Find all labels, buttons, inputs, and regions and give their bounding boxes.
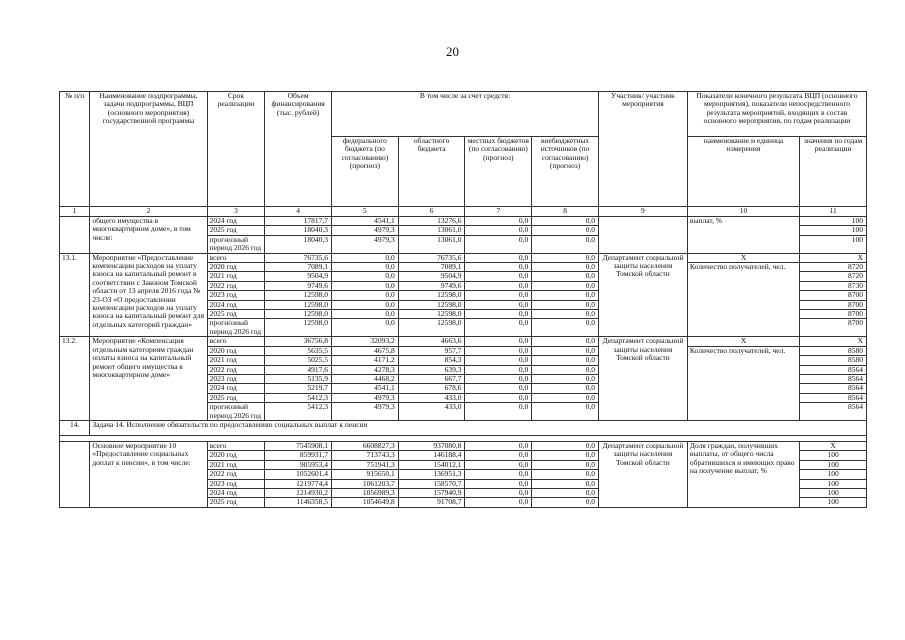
block0-federal	[332, 217, 399, 254]
column-number-row	[60, 207, 867, 217]
value-cell: 2024 год	[208, 488, 265, 497]
value-cell: 0,0	[465, 281, 531, 290]
column-number: 7	[465, 207, 532, 217]
value-cell: Х	[857, 252, 863, 262]
value-cell: 158570,7	[399, 479, 465, 488]
value-cell: 0,0	[532, 226, 598, 235]
value-cell: 0,0	[585, 216, 595, 225]
value-cell: 8564	[800, 403, 866, 412]
value-cell: 0,0	[332, 281, 398, 290]
block3-indicator-name: Доля граждан, получивших выплаты, от общего числа обратившихся и имеющих право на получение выплат, %	[687, 441, 799, 507]
header-name: Наименование подпрограммы, задачи подпрограммы, ВЦП (основного мероприятия) государственной программы	[90, 92, 207, 207]
value-cell: 7545908,1	[296, 440, 328, 450]
value-cell: 9504,9	[265, 272, 331, 281]
block3-participant: Департамент социальной защиты населения Томской области	[598, 441, 687, 507]
value-cell: всего	[209, 336, 227, 346]
value-cell: 5412,3	[265, 403, 331, 412]
task-num: 14.	[60, 420, 90, 435]
value-cell: 4675,8	[332, 346, 398, 355]
value-cell: Х	[830, 440, 836, 450]
block1-row	[60, 253, 867, 337]
value-cell: 0,0	[465, 451, 531, 460]
value-cell: 0,0	[532, 291, 598, 300]
value-cell: 2025 год	[208, 393, 265, 402]
value-cell: 8720	[800, 272, 866, 281]
value-cell: 2023 год	[208, 479, 265, 488]
value-cell: 157940,9	[399, 488, 465, 497]
value-cell: 12598,0	[265, 319, 331, 328]
value-cell: 0,0	[465, 235, 531, 244]
block0-total	[265, 217, 332, 254]
value-cell: 2020 год	[208, 346, 265, 355]
value-cell: 12598,0	[399, 300, 465, 309]
value-cell: 2020 год	[208, 451, 265, 460]
value-cell: 2024 год	[208, 300, 265, 309]
value-cell: 0,0	[465, 403, 531, 412]
value-cell: 8720	[800, 263, 866, 272]
block0-extra	[532, 217, 599, 254]
column-number: 11	[800, 207, 867, 217]
value-cell: 0,0	[332, 272, 398, 281]
value-cell: 2025 год	[208, 226, 265, 235]
block1-periods	[207, 253, 265, 337]
block2-indicator-x: Х	[688, 337, 799, 346]
block3-extra	[532, 441, 599, 507]
value-cell: 6608827,3	[362, 440, 395, 450]
value-cell: всего	[209, 252, 227, 262]
value-cell: 0,0	[532, 479, 598, 488]
value-cell: 8700	[800, 310, 866, 319]
value-cell: 2022 год	[208, 281, 265, 290]
value-cell: 5135,9	[265, 374, 331, 383]
column-number: 5	[332, 207, 399, 217]
block0-indicator-values	[800, 217, 867, 254]
value-cell: 2022 год	[208, 365, 265, 374]
value-cell: 0,0	[465, 291, 531, 300]
value-cell: прогнозный период 2026 год	[208, 403, 265, 420]
value-cell: 100	[800, 488, 866, 497]
block2-extra	[532, 337, 599, 421]
value-cell: 76735,6	[437, 252, 462, 262]
value-cell: 2025 год	[208, 498, 265, 507]
block2-indicator	[687, 337, 799, 421]
value-cell: 0,0	[465, 498, 531, 507]
value-cell: 100	[800, 235, 866, 244]
block1-indicator-values	[800, 253, 867, 337]
value-cell: 0,0	[532, 498, 598, 507]
value-cell: 4468,2	[332, 374, 398, 383]
block1-indicator-name: Количество получателей, чел.	[689, 262, 786, 272]
header-indicators-group: Показатели конечного результата ВЦП (основного мероприятия), показатели непосредственного результата мероприятий, входящих в состав основного мероприятия, по годам реализации	[687, 92, 866, 137]
value-cell: 0,0	[465, 272, 531, 281]
value-cell: 0,0	[518, 336, 529, 346]
value-cell: 0,0	[332, 319, 398, 328]
block1-local	[465, 253, 532, 337]
value-cell: 639,3	[399, 365, 465, 374]
value-cell: 937080,8	[433, 440, 462, 450]
value-cell: 0,0	[332, 263, 398, 272]
header-federal: федерального бюджета (по согласованию) (прогноз)	[332, 137, 399, 207]
value-cell: 100	[851, 216, 863, 225]
value-cell: 12598,0	[265, 300, 331, 309]
block1-regional	[398, 253, 465, 337]
value-cell: 9504,9	[399, 272, 465, 281]
block0-regional	[398, 217, 465, 254]
value-cell: 1146358,5	[265, 498, 331, 507]
value-cell: 2024 год	[208, 384, 265, 393]
value-cell: 2023 год	[208, 291, 265, 300]
value-cell: 17817,7	[303, 216, 328, 225]
value-cell: 0,0	[518, 252, 529, 262]
value-cell: Х	[857, 336, 863, 346]
value-cell: 100	[800, 226, 866, 235]
value-cell: 0,0	[465, 460, 531, 469]
value-cell: 2021 год	[208, 356, 265, 365]
value-cell: 0,0	[532, 460, 598, 469]
value-cell: 76735,6	[303, 252, 328, 262]
value-cell: 678,6	[399, 384, 465, 393]
block2-total	[265, 337, 332, 421]
header-extra: внебюджетных источников (по согласованию) (прогноз)	[532, 137, 599, 207]
value-cell: 1214930,2	[265, 488, 331, 497]
value-cell: 2025 год	[208, 310, 265, 319]
block3-federal	[332, 441, 399, 507]
block2-row	[60, 337, 867, 421]
column-number: 4	[265, 207, 332, 217]
value-cell: 0,0	[532, 310, 598, 319]
block0-row	[60, 217, 867, 254]
value-cell: 5412,3	[265, 393, 331, 402]
header-indicator-values: значения по годам реализации	[800, 137, 867, 207]
block2-indicator-values	[800, 337, 867, 421]
value-cell: 0,0	[465, 374, 531, 383]
value-cell: 0,0	[465, 226, 531, 235]
value-cell: 0,0	[532, 281, 598, 290]
block0-indicator-name: выплат, %	[687, 217, 799, 254]
value-cell: 0,0	[465, 479, 531, 488]
value-cell: 4278,3	[332, 365, 398, 374]
value-cell: 0,0	[332, 310, 398, 319]
header-indicator-name: наименование и единица измерения	[687, 137, 799, 207]
value-cell: 5219,7	[265, 384, 331, 393]
value-cell: 0,0	[532, 235, 598, 244]
value-cell: 0,0	[532, 356, 598, 365]
value-cell: 0,0	[532, 384, 598, 393]
value-cell: 0,0	[532, 319, 598, 328]
value-cell: 0,0	[465, 384, 531, 393]
page-number: 20	[446, 44, 459, 59]
block1-indicator-x: Х	[688, 254, 799, 263]
value-cell: 13061,0	[399, 235, 465, 244]
value-cell: 0,0	[532, 346, 598, 355]
header-funding-group: В том числе за счет средств:	[332, 92, 599, 137]
value-cell: 0,0	[465, 310, 531, 319]
value-cell: 8700	[800, 291, 866, 300]
value-cell: прогнозный период 2026 год	[208, 319, 265, 336]
value-cell: 100	[800, 479, 866, 488]
block3-row	[60, 441, 867, 507]
value-cell: 905953,4	[265, 460, 331, 469]
value-cell: 2021 год	[208, 460, 265, 469]
value-cell: 4917,6	[265, 365, 331, 374]
value-cell: 136951,3	[399, 470, 465, 479]
value-cell: 0,0	[532, 263, 598, 272]
value-cell: 0,0	[465, 470, 531, 479]
value-cell: 0,0	[532, 365, 598, 374]
block3-name: Основное мероприятие 10 «Предоставление социальных доплат к пенсии», в том числе:	[90, 441, 207, 507]
value-cell: 8564	[800, 384, 866, 393]
value-cell: 12598,0	[265, 291, 331, 300]
value-cell: 12598,0	[399, 319, 465, 328]
block3-indicator-values	[800, 441, 867, 507]
column-number: 8	[532, 207, 599, 217]
value-cell: 8564	[800, 374, 866, 383]
header-local: местных бюджетов (по согласованию) (прогноз)	[465, 137, 532, 207]
block0-periods	[207, 217, 265, 254]
value-cell: 5635,5	[265, 346, 331, 355]
value-cell: 0,0	[465, 365, 531, 374]
value-cell: 0,0	[465, 356, 531, 365]
header-participant: Участник/ участник мероприятия	[598, 92, 687, 207]
value-cell: 4541,1	[332, 384, 398, 393]
value-cell: 1052601,4	[265, 470, 331, 479]
value-cell: 0,0	[465, 300, 531, 309]
value-cell: 8564	[800, 365, 866, 374]
value-cell: 12598,0	[399, 291, 465, 300]
block2-indicator-name: Количество получателей, чел.	[689, 345, 786, 355]
value-cell: 7089,1	[399, 263, 465, 272]
block1-name: Мероприятие «Предоставление компенсации расходов на уплату взноса на капитальный ремонт в соответствии с Законом Томской области от 13 апреля 2016 года № 23-ОЗ «О предоставлении компенсации расходов на уплату взноса на капитальный ремонт для отдельных категорий граждан»	[90, 253, 207, 337]
block1-participant: Департамент социальной защиты населения Томской области	[598, 253, 687, 337]
block2-num: 13.2.	[60, 337, 90, 421]
value-cell: 100	[800, 470, 866, 479]
block1-extra	[532, 253, 599, 337]
block2-regional	[398, 337, 465, 421]
block3-regional	[398, 441, 465, 507]
value-cell: 713743,3	[332, 451, 398, 460]
value-cell: 13061,0	[399, 226, 465, 235]
task-text: Задача 14. Исполнение обязательств по предоставлению социальных выплат к пенсии	[90, 420, 867, 435]
value-cell: 4663,6	[440, 336, 462, 346]
value-cell: 13276,6	[437, 216, 462, 225]
block1-federal	[332, 253, 399, 337]
value-cell: всего	[209, 440, 227, 450]
task-row	[60, 420, 867, 435]
value-cell: 2022 год	[208, 470, 265, 479]
header-volume: Объем финансирования (тыс. рублей)	[265, 92, 332, 207]
value-cell: 4171,2	[332, 356, 398, 365]
value-cell: 0,0	[532, 300, 598, 309]
value-cell: 4979,3	[332, 226, 398, 235]
value-cell: 9749,6	[399, 281, 465, 290]
value-cell: 0,0	[532, 470, 598, 479]
value-cell: 0,0	[532, 403, 598, 412]
value-cell: 8700	[800, 319, 866, 328]
value-cell: 0,0	[465, 346, 531, 355]
block2-participant: Департамент социальной защиты населения Томской области	[598, 337, 687, 421]
value-cell: 0,0	[518, 440, 529, 450]
column-number: 9	[598, 207, 687, 217]
block1-num: 13.1.	[60, 253, 90, 337]
block1-indicator	[687, 253, 799, 337]
value-cell: 433,0	[399, 403, 465, 412]
block3-local	[465, 441, 532, 507]
value-cell: 0,0	[385, 252, 395, 262]
value-cell: 100	[800, 460, 866, 469]
value-cell: 0,0	[532, 488, 598, 497]
value-cell: 2021 год	[208, 272, 265, 281]
value-cell: 1061203,7	[332, 479, 398, 488]
value-cell: 91708,7	[399, 498, 465, 507]
value-cell: 8580	[800, 346, 866, 355]
value-cell: 957,7	[399, 346, 465, 355]
value-cell: 0,0	[465, 393, 531, 402]
value-cell: 8564	[800, 393, 866, 402]
value-cell: 1056989,3	[332, 488, 398, 497]
value-cell: 36756,8	[303, 336, 328, 346]
value-cell: 18040,3	[265, 235, 331, 244]
value-cell: 18040,3	[265, 226, 331, 235]
value-cell: 100	[800, 498, 866, 507]
header-num: № п/п	[60, 92, 90, 207]
block3-periods	[207, 441, 265, 507]
value-cell: 4541,1	[374, 216, 395, 225]
value-cell: 0,0	[465, 488, 531, 497]
value-cell: 32093,2	[370, 336, 395, 346]
value-cell: 0,0	[465, 319, 531, 328]
value-cell: 667,7	[399, 374, 465, 383]
value-cell: 100	[800, 451, 866, 460]
value-cell: 0,0	[532, 374, 598, 383]
value-cell: 0,0	[465, 263, 531, 272]
program-table	[59, 91, 867, 508]
value-cell: 8580	[800, 356, 866, 365]
block2-name: Мероприятие «Компенсация отдельным категориям граждан оплаты взноса на капитальный ремонт общего имущества в многоквартирном доме»	[90, 337, 207, 421]
value-cell: 146188,4	[399, 451, 465, 460]
value-cell: 4979,3	[332, 403, 398, 412]
value-cell: прогнозный период 2026 год	[208, 235, 265, 252]
document-table-wrapper	[59, 91, 867, 508]
value-cell: 4979,3	[332, 393, 398, 402]
value-cell: 8700	[800, 300, 866, 309]
value-cell: 1219774,4	[265, 479, 331, 488]
value-cell: 9749,6	[265, 281, 331, 290]
value-cell: 5025,5	[265, 356, 331, 365]
column-number: 6	[398, 207, 465, 217]
value-cell: 859931,7	[265, 451, 331, 460]
column-number: 3	[207, 207, 265, 217]
value-cell: 0,0	[518, 216, 529, 225]
value-cell: 0,0	[532, 272, 598, 281]
block0-name: общего имущества в многоквартирном доме», в том числе:	[90, 217, 207, 254]
value-cell: 0,0	[332, 291, 398, 300]
value-cell: 0,0	[585, 336, 595, 346]
value-cell: 12598,0	[265, 310, 331, 319]
value-cell: 0,0	[532, 451, 598, 460]
value-cell: 751941,3	[332, 460, 398, 469]
value-cell: 7089,1	[265, 263, 331, 272]
block2-federal	[332, 337, 399, 421]
value-cell: 12598,0	[399, 310, 465, 319]
value-cell: 0,0	[332, 300, 398, 309]
header-regional: областного бюджета	[398, 137, 465, 207]
value-cell: 8730	[800, 281, 866, 290]
value-cell: 0,0	[585, 440, 595, 450]
value-cell: 4979,3	[332, 235, 398, 244]
value-cell: 1054649,8	[332, 498, 398, 507]
block2-local	[465, 337, 532, 421]
column-number: 1	[60, 207, 90, 217]
value-cell: 2024 год	[209, 216, 237, 225]
value-cell: 915650,1	[332, 470, 398, 479]
block0-local	[465, 217, 532, 254]
value-cell: 433,0	[399, 393, 465, 402]
value-cell: 2020 год	[208, 263, 265, 272]
block3-total	[265, 441, 332, 507]
block1-total	[265, 253, 332, 337]
value-cell: 154012,1	[399, 460, 465, 469]
value-cell: 0,0	[585, 252, 595, 262]
value-cell: 2023 год	[208, 374, 265, 383]
value-cell: 854,3	[399, 356, 465, 365]
value-cell: 0,0	[532, 393, 598, 402]
block2-periods	[207, 337, 265, 421]
column-number: 10	[687, 207, 799, 217]
header-period: Срок реализации	[207, 92, 265, 207]
column-number: 2	[90, 207, 207, 217]
